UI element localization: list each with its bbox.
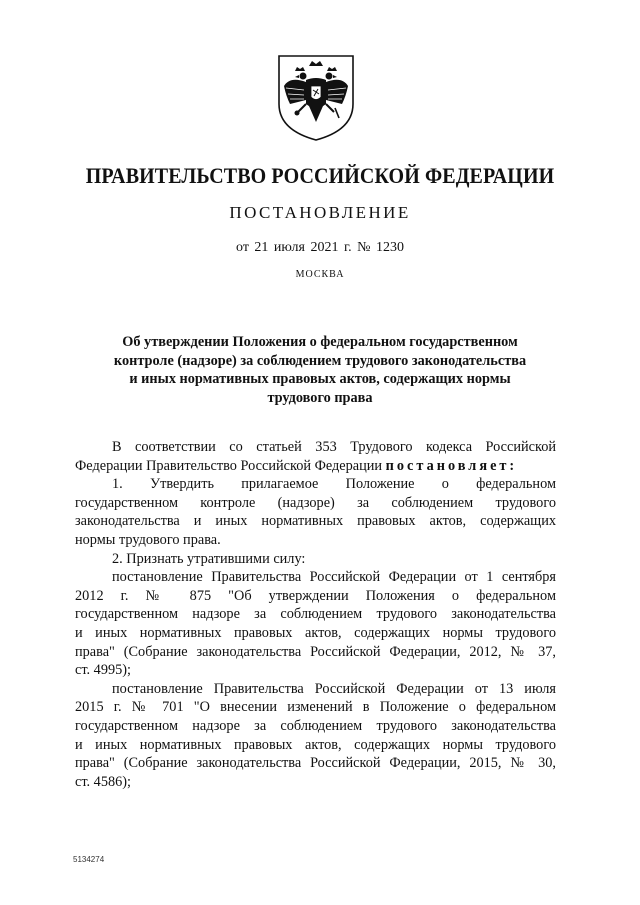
paragraph-line: права" (Собрание законодательства Российской Федерации, 2012, № 37, xyxy=(75,643,556,660)
government-title: ПРАВИТЕЛЬСТВО РОССИЙСКОЙ ФЕДЕРАЦИИ xyxy=(85,164,555,189)
document-type: ПОСТАНОВЛЕНИЕ xyxy=(229,203,411,222)
subject-line: и иных нормативных правовых актов, содержащих нормы xyxy=(129,371,511,387)
document-city: МОСКВА xyxy=(295,269,345,280)
paragraph-line: ст. 4586); xyxy=(75,773,131,790)
document-code: 5134274 xyxy=(73,855,105,864)
document-subject-title xyxy=(100,333,540,407)
paragraph-line: 2012 г. № 875 "Об утверждении Положения о федеральном xyxy=(75,587,556,604)
subject-line: трудового права xyxy=(267,389,373,406)
paragraph-line: В соответствии со статьей 353 Трудового кодекса Российской xyxy=(112,439,556,455)
paragraph-line: законодательства и иных нормативных правовых актов, содержащих xyxy=(75,513,556,530)
paragraph-line: государственном надзоре за соблюдением трудового законодательства xyxy=(75,717,556,734)
subject-line: контроле (надзоре) за соблюдением трудового законодательства xyxy=(113,352,527,369)
paragraph-line: 1. Утвердить прилагаемое Положение о федеральном xyxy=(112,476,556,493)
paragraph-line xyxy=(75,457,556,476)
paragraph-line: нормы трудового права. xyxy=(75,531,221,548)
paragraph-line: права" (Собрание законодательства Российской Федерации, 2015, № 30, xyxy=(75,755,556,772)
paragraph-line: 2. Признать утратившими силу: xyxy=(112,550,306,567)
paragraph-line: постановление Правительства Российской Федерации от 1 сентября xyxy=(112,569,556,586)
coat-of-arms-icon xyxy=(276,52,356,142)
paragraph-line: и иных нормативных правовых актов, содержащих нормы трудового xyxy=(75,624,556,641)
paragraph-line: постановление Правительства Российской Федерации от 13 июля xyxy=(112,680,556,697)
document-body xyxy=(75,438,556,791)
subject-line: Об утверждении Положения о федеральном государственном xyxy=(122,334,518,350)
resolution-keyword: постановляет: xyxy=(385,457,518,474)
paragraph-line: ст. 4995); xyxy=(75,662,131,679)
paragraph-line: государственном надзоре за соблюдением трудового законодательства xyxy=(75,606,556,623)
paragraph-text: Федерации Правительство Российской Федерации xyxy=(75,457,386,474)
document-date-number: от 21 июля 2021 г. № 1230 xyxy=(236,240,404,255)
paragraph-line: и иных нормативных правовых актов, содержащих нормы трудового xyxy=(75,736,556,753)
paragraph-line: государственном контроле (надзоре) за соблюдением трудового xyxy=(75,494,556,511)
paragraph-line: 2015 г. № 701 "О внесении изменений в Положение о федеральном xyxy=(75,699,556,716)
